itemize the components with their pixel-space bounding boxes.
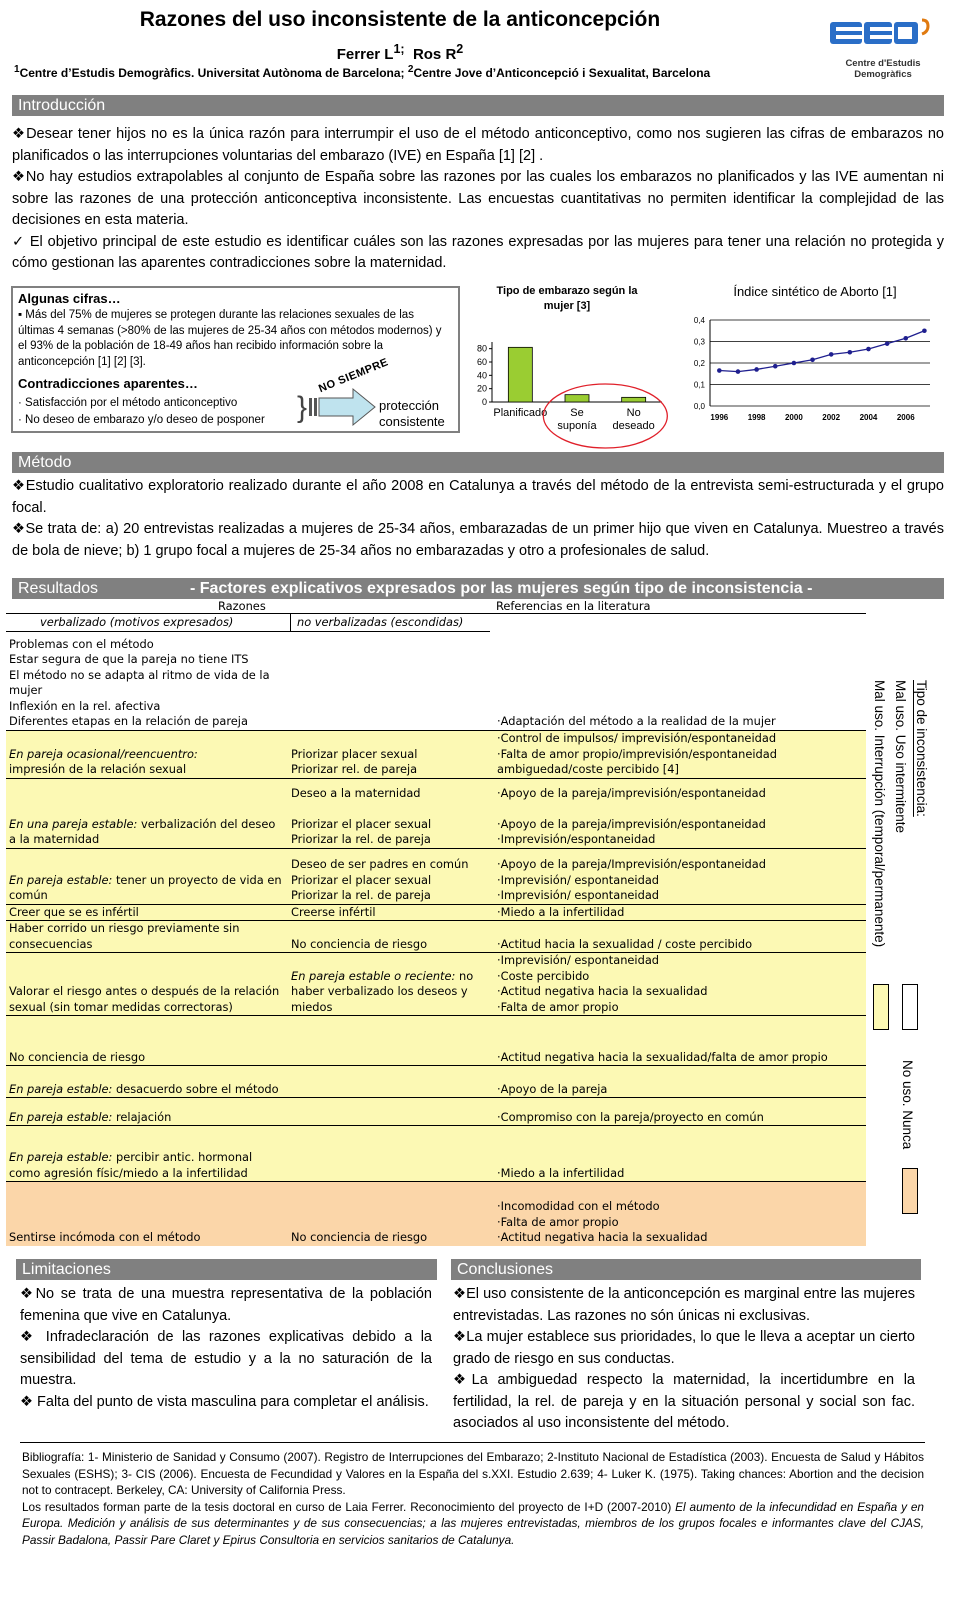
table-row (6, 1182, 866, 1246)
cell-no-verbalizado: Priorizar placer sexual Priorizar rel. de pareja (288, 730, 494, 778)
line-xtick: 2004 (859, 413, 878, 422)
line-point (754, 367, 759, 372)
line-point (829, 352, 834, 357)
bar-ytick: 20 (476, 383, 487, 394)
metodo-heading: Método (12, 452, 944, 473)
cell-verbalizado: Problemas con el método Estar segura de que la pareja no tiene ITS El método no se adapta al ritmo de vida de la mujer Inflexión en la rel. afectiva Diferentes etapas en la relación de pareja (9, 636, 270, 728)
col-referencias: Referencias en la literatura (496, 599, 651, 613)
cell-referencias: ·Miedo a la infertilidad (494, 904, 866, 921)
table-row (6, 1016, 866, 1066)
metodo-p1: ❖Estudio cualitativo exploratorio realizado durante el año 2008 en Catalunya a través del método de la entrevista semi-estructurada y el grupo focal. (12, 478, 944, 516)
cell-referencias: ·Incomodidad con el método ·Falta de amor propio ·Actitud negativa hacia la sexualidad (494, 1182, 866, 1246)
cell-no-verbalizado: Deseo a la maternidad Priorizar el placer sexual Priorizar la rel. de pareja (288, 778, 494, 848)
limitaciones-p3: ❖ Falta del punto de vista masculina para completar el análisis. (20, 1393, 429, 1410)
cell-referencias: ·Adaptación del método a la realidad de la mujer (497, 714, 776, 728)
cell-verbalizado: Valorar el riesgo antes o después de la relación sexual (sin tomar medidas correctoras) (6, 953, 288, 1016)
line-ytick: 0,3 (693, 337, 705, 347)
cell-no-verbalizado (288, 1098, 494, 1126)
table-row (6, 1126, 866, 1182)
line-point (885, 341, 890, 346)
cell-referencias: ·Apoyo de la pareja/imprevisión/espontaneidad ·Apoyo de la pareja/imprevisión/espontaneidad ·Imprevisión/espontaneidad (494, 778, 866, 848)
cell-no-verbalizado: En pareja estable o reciente: no haber verbalizado los deseos y miedos (288, 953, 494, 1016)
line-point (773, 364, 778, 369)
line-ytick: 0,2 (693, 359, 705, 368)
intro-heading: Introducción (12, 95, 944, 116)
limitaciones-text (20, 1284, 432, 1413)
line-point (848, 350, 853, 355)
ced-logo (818, 14, 948, 80)
footer-divider (20, 1442, 925, 1443)
cell-verbalizado: Creer que se es infértil (6, 904, 288, 921)
cell-referencias: ·Imprevisión/ espontaneidad ·Coste percibido ·Actitud negativa hacia la sexualidad ·Falta de amor propio (494, 953, 866, 1016)
legend-mal-uso-intermitente: Mal uso. Uso intermitente (893, 680, 908, 834)
cell-referencias: ·Actitud negativa hacia la sexualidad/falta de amor propio (494, 1016, 866, 1066)
conclusiones-p3: ❖La ambiguedad respecto la maternidad, la incertidumbre en la fertilidad, la rel. de pareja y en la situación personal y social son fac. asociados al uso inconsistente del método. (453, 1372, 915, 1431)
intro-p1: ❖Desear tener hijos no es la única razón para interrumpir el uso de el método anticonceptivo, como nos sugieren las cifras de embarazos no planificados o las interrupciones voluntarias del embarazo (IVE) en España [1] [2] . (12, 126, 944, 164)
line-series (719, 331, 924, 372)
table-row (6, 1066, 866, 1098)
line-chart-plot (680, 306, 940, 426)
footer (22, 1449, 924, 1548)
line-point (792, 361, 797, 366)
limitaciones-p1: ❖No se trata de una muestra representativa de la población femenina que vive en Catalunya. (20, 1286, 432, 1324)
highlight-circle (543, 384, 667, 448)
line-point (922, 328, 927, 333)
bar (565, 395, 589, 402)
line-chart (690, 284, 940, 422)
logo-caption: Centre d'Estudis Demogràfics (845, 58, 921, 80)
cell-no-verbalizado: No conciencia de riesgo (288, 1182, 494, 1246)
bar-category-label: No (626, 407, 641, 419)
table-row (6, 730, 866, 778)
line-point (810, 357, 815, 362)
legend-mal-uso-interrupcion: Mal uso. Interrupción (temporal/permanente) (872, 680, 887, 948)
cell-referencias: ·Control de impulsos/ imprevisión/espontaneidad ·Falta de amor propio/imprevisión/espontaneidad ambiguedad/coste percibido [4] (494, 730, 866, 778)
intro-p3: ✓ El objetivo principal de este estudio es identificar cuáles son las razones expresadas por las mujeres para tener una relación no protegida y cómo gestionan las aparentes contradicciones sobre la maternidad. (12, 233, 944, 271)
cell-verbalizado: Haber corrido un riesgo previamente sin consecuencias (6, 921, 288, 953)
contradiccion-2: · No deseo de embarazo y/o deseo de posponer (18, 414, 265, 426)
col-razones: Razones (218, 599, 266, 613)
bar (622, 397, 646, 402)
line-ytick: 0,0 (693, 402, 705, 411)
bar-chart-title: Tipo de embarazo según la mujer [3] (496, 285, 638, 312)
legend-no-uso: No uso. Nunca (900, 1060, 915, 1150)
cell-verbalizado: En una pareja estable: verbalización del deseo a la maternidad (6, 778, 288, 848)
resultados-subtitle: - Factores explicativos expresados por las mujeres según tipo de inconsistencia - (190, 580, 813, 597)
proteccion-label: protección consistente (379, 398, 445, 429)
cifras-heading: Algunas cifras… (18, 291, 121, 306)
table-row (6, 778, 866, 848)
bar-category-label: Se (570, 407, 584, 419)
cell-verbalizado: No conciencia de riesgo (6, 1016, 288, 1066)
brace-icon: } (297, 391, 308, 424)
metodo-p2: ❖Se trata de: a) 20 entrevistas realizadas a mujeres de 25-34 años, embarazadas de un primer hijo que viven en Catalunya. Muestreo a través de bola de nieve; b) 1 grupo focal a mujeres de 25-34 años no embarazadas y otro a profesionales de salud. (12, 521, 944, 559)
cell-verbalizado: En pareja estable: desacuerdo sobre el método (6, 1066, 288, 1098)
reconocimientos: Los resultados forman parte de la tesis doctoral en curso de Laia Ferrer. Reconocimiento del proyecto de I+D (2007-2010) El aumento de la infecundidad en España y en Europa. Medición y análisis de sus determinantes y de sus consecuencias; a las mujeres entrevistadas, miembros de los grupos focales e informantes clave del CJAS, Passir Badalona, Passir Pare Claret y Epirus Consultoria en servicios sanitarios de Catalunya. (22, 1499, 924, 1547)
metodo-text (12, 476, 944, 562)
limitaciones-p2: ❖ Infradeclaración de las razones explicativas debido a la sensibilidad del tema de estudio y a la no saturación de la muestra. (20, 1329, 432, 1388)
author-2: Ros R (412, 46, 457, 63)
cell-verbalizado: Sentirse incómoda con el método (6, 1182, 288, 1246)
cell-no-verbalizado (288, 1016, 494, 1066)
affiliations: $^1$Centre d’Estudis Demogràfics. Universitat Autònoma de Barcelona; $^2$Centre Jove d’Anticoncepció i Sexualitat, Barcelona (14, 64, 711, 80)
table-row (6, 634, 866, 730)
line-point (717, 368, 722, 373)
cell-no-verbalizado: Creerse infértil (288, 904, 494, 921)
author-1: Ferrer L (336, 46, 394, 63)
conclusiones-p2: ❖La mujer establece sus prioridades, lo que le lleva a aceptar un cierto grado de riesgo en sus conductas. (453, 1329, 915, 1367)
conclusiones-text (453, 1284, 915, 1435)
line-point (903, 336, 908, 341)
no-siempre-label: NO SIEMPRE (317, 356, 391, 396)
cell-verbalizado: En pareja ocasional/reencuentro: impresión de la relación sexual (6, 730, 288, 778)
limitaciones-heading: Limitaciones (16, 1259, 437, 1280)
conclusiones-p1: ❖El uso consistente de la anticoncepción es marginal entre las mujeres entrevistadas. Las razones no són únicas ni exclusivas. (453, 1286, 915, 1324)
cell-verbalizado: En pareja estable: tener un proyecto de vida en común (6, 848, 288, 904)
col-verbalizado: verbalizado (motivos expresados) (40, 615, 234, 629)
line-xtick: 1996 (710, 413, 729, 422)
line-chart-title: Índice sintético de Aborto [1] (733, 284, 897, 299)
legend-title: Tipo de inconsistencia: (914, 680, 929, 817)
cell-no-verbalizado (288, 634, 494, 730)
poster-title: Razones del uso inconsistente de la anticoncepción (139, 8, 661, 31)
cell-referencias: ·Actitud hacia la sexualidad / coste percibido (494, 921, 866, 953)
line-ytick: 0,1 (693, 380, 705, 390)
cell-verbalizado: En pareja estable: percibir antic. hormonal como agresión físic/miedo a la infertilidad (6, 1126, 288, 1182)
table-row (6, 1098, 866, 1126)
cell-no-verbalizado: Deseo de ser padres en común Priorizar el placer sexual Priorizar la rel. de pareja (288, 848, 494, 904)
authors: Ferrer $L^{1;}$ Ros $R^2$ (336, 42, 464, 63)
resultados-heading (12, 578, 944, 599)
legend-swatch-yellow (873, 984, 889, 1030)
cell-referencias: ·Compromiso con la pareja/proyecto en común (494, 1098, 866, 1126)
conclusiones-heading: Conclusiones (451, 1259, 921, 1280)
contradiccion-1: · Satisfacción por el método anticonceptivo (18, 397, 238, 409)
cell-referencias: ·Apoyo de la pareja (494, 1066, 866, 1098)
intro-p2: ❖No hay estudios extrapolables al conjunto de España sobre las razones por las cuales los embarazos no planificados y las IVE aumentan ni sobre las razones de una protección anticonceptiva inconsistente. Las encuestas cuantitativas no permiten identificar la complejidad de las decisiones en esta materia. (12, 169, 944, 228)
bar-ytick: 40 (476, 370, 487, 381)
contradicciones-heading: Contradicciones aparentes… (18, 376, 198, 391)
table-row (6, 953, 866, 1016)
cell-verbalizado: En pareja estable: relajación (6, 1098, 288, 1126)
line-xtick: 2006 (896, 413, 915, 422)
table-row (6, 848, 866, 904)
legend-swatch-orange (902, 1168, 918, 1214)
bar-category-label: deseado (612, 420, 655, 432)
line-point (866, 347, 871, 352)
cell-no-verbalizado: No conciencia de riesgo (288, 921, 494, 953)
bar-chart (476, 284, 682, 432)
line-xtick: 1998 (747, 413, 766, 422)
line-ytick: 0,4 (693, 316, 705, 325)
bar-ytick: 0 (481, 397, 487, 407)
cifras-text: ▪ Más del 75% de mujeres se protegen durante las relaciones sexuales de las últimas 4 semanas (>80% de las mujeres de 25-34 años con métodos modernos) y el 93% de la población de 18-49 años han recibido información sobre la anticoncepción [1] [2] [3]. (18, 309, 442, 368)
cell-no-verbalizado (288, 1126, 494, 1182)
line-xtick: 2000 (784, 413, 803, 422)
bar (508, 347, 532, 402)
legend-swatch-white (902, 984, 918, 1030)
results-table (6, 634, 866, 1246)
bar-category-label: suponía (557, 420, 597, 432)
cifras-box (11, 286, 460, 433)
cell-referencias: ·Apoyo de la pareja/Imprevisión/espontaneidad ·Imprevisión/ espontaneidad ·Imprevisión/ espontaneidad (494, 848, 866, 904)
bar-category-label: Planificado (493, 407, 548, 419)
cell-no-verbalizado (288, 1066, 494, 1098)
col-no-verbalizadas: no verbalizadas (escondidas) (297, 615, 464, 629)
intro-text (12, 124, 944, 275)
bar-ytick: 60 (476, 357, 487, 367)
line-xtick: 2002 (822, 413, 841, 422)
table-row (6, 904, 866, 921)
bar-ytick: 80 (476, 343, 487, 354)
table-row (6, 921, 866, 953)
bibliografia: Bibliografía: 1- Ministerio de Sanidad y Consumo (2007). Registro de Interrupciones del Embarazo; 2-Instituto Nacional de Estadística (2003). Encuesta de Salud y Hábitos Sexuales (ESHS); 3- CIS (2006). Encuesta de Fecundidad y Valores en la España del s.XXI. Estudio 2.639; 4- Luker K. (1975). Taking chances: Abortion and the decision not to contracept. Berkeley, CA: University of California Press. (22, 1450, 924, 1497)
resultados-title: Resultados (18, 580, 99, 597)
cell-referencias: ·Miedo a la infertilidad (494, 1126, 866, 1182)
line-point (736, 369, 741, 374)
